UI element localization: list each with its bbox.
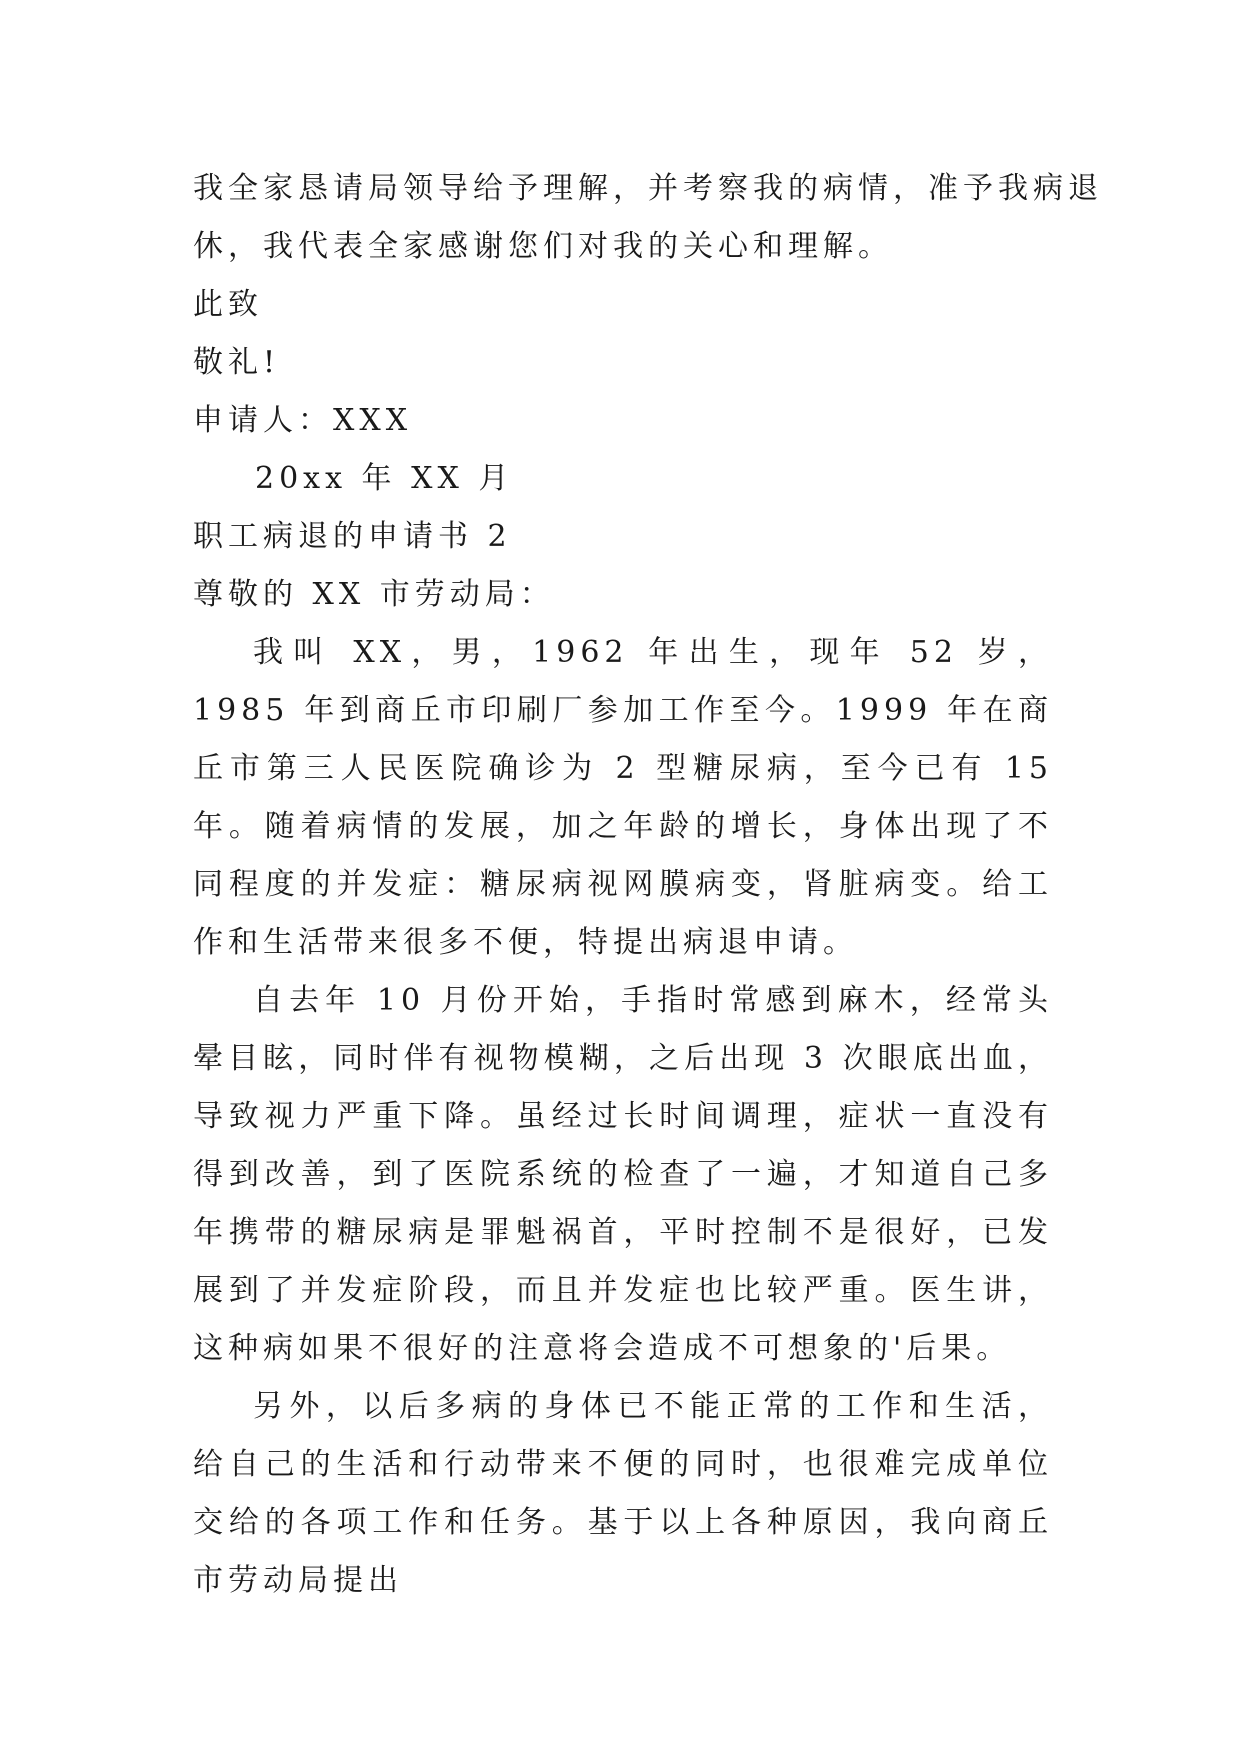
signature-date: 20xx 年 XX 月 <box>255 461 514 496</box>
section-title: 职工病退的申请书 2 <box>193 519 512 554</box>
closing-paragraph-line-1: 我全家恳请局领导给予理解，并考察我的病情，准予我病退 <box>193 171 1103 206</box>
salutation-line-1: 此致 <box>193 287 263 322</box>
salutation-line-2: 敬礼! <box>193 345 281 380</box>
document-page <box>193 160 1103 1610</box>
addressee: 尊敬的 XX 市劳动局： <box>193 577 555 612</box>
body-paragraph-1: 我叫 XX，男，1962 年出生，现年 52 岁，1985 年到商丘市印刷厂参加工作至今。1999 年在商丘市第三人民医院确诊为 2 型糖尿病，至今已有 15 年。随着病情的发展，加之年龄的增长，身体出现了不同程度的并发症：糖尿病视网膜病变，肾脏病变。给工作和生活带来很多不便，特提出病退申请。 <box>193 635 1053 960</box>
applicant-signature: 申请人：XXX <box>193 403 413 438</box>
body-paragraph-2: 自去年 10 月份开始，手指时常感到麻木，经常头晕目眩，同时伴有视物模糊，之后出现 3 次眼底出血，导致视力严重下降。虽经过长时间调理，症状一直没有得到改善，到了医院系统的检查了一遍，才知道自己多年携带的糖尿病是罪魁祸首，平时控制不是很好，已发展到了并发症阶段，而且并发症也比较严重。医生讲，这种病如果不很好的注意将会造成不可想象的'后果。 <box>193 983 1053 1366</box>
closing-paragraph-line-2: 休，我代表全家感谢您们对我的关心和理解。 <box>193 229 893 264</box>
body-paragraph-3: 另外，以后多病的身体已不能正常的工作和生活，给自己的生活和行动带来不便的同时，也很难完成单位交给的各项工作和任务。基于以上各种原因，我向商丘市劳动局提出 <box>193 1389 1053 1598</box>
